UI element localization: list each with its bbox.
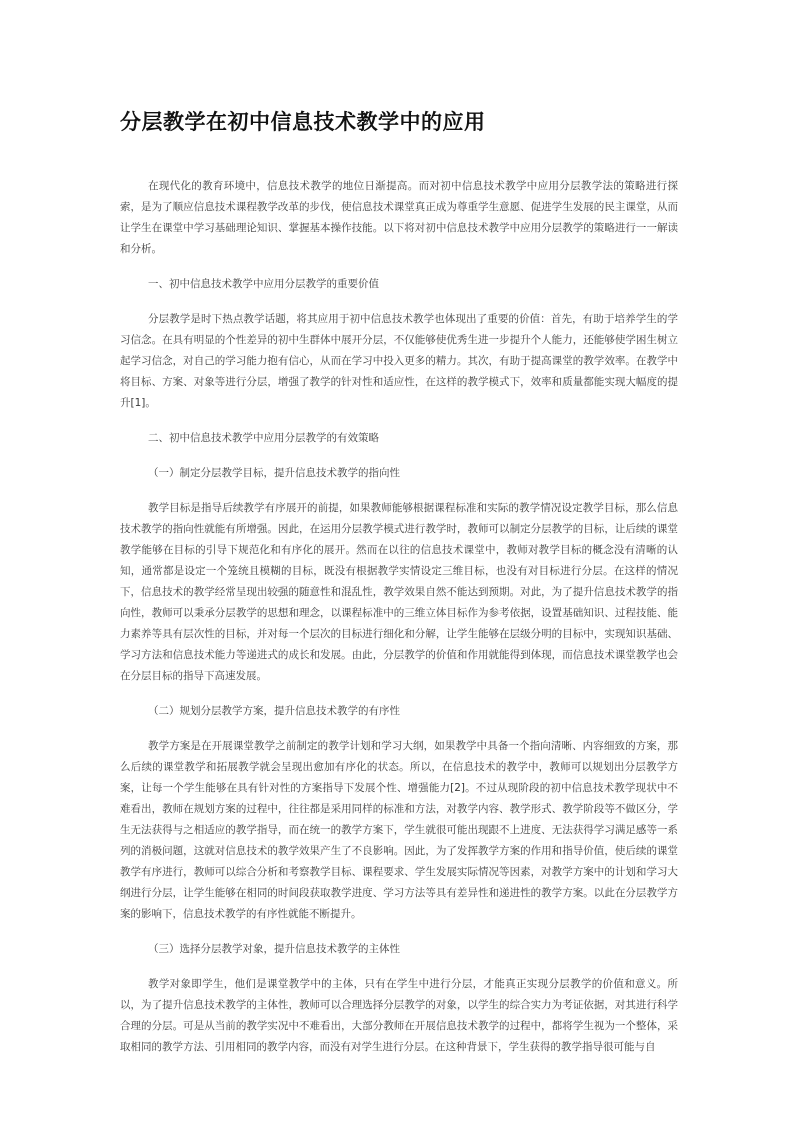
body-paragraph: 分层教学是时下热点教学话题，将其应用于初中信息技术教学也体现出了重要的价值：首先，有助于培养学生的学习信念。在具有明显的个性差异的初中生群体中展开分层，不仅能够使优秀生进一步提升个人能力，还能够使学困生树立起学习信念，对自己的学习能力抱有信心，从而在学习中投入更多的精力。其次，有助于提高课堂的教学效率。在教学中将目标、方案、对象等进行分层，增强了教学的针对性和适应性，在这样的教学模式下，效率和质量都能实现大幅度的提升[1]。 — [120, 313, 678, 409]
body-paragraph: 教学目标是指导后续教学有序展开的前提，如果教师能够根据课程标准和实际的教学情况设定教学目标，那么信息技术教学的指向性就能有所增强。因此，在运用分层教学模式进行教学时，教师可以制定分层教学的目标，让后续的课堂教学能够在目标的引导下规范化和有序化的展开。然而在以往的信息技术课堂中，教师对教学目标的概念没有清晰的认知，通常都是设定一个笼统且模糊的目标，既没有根据教学实情设定三维目标，也没有对目标进行分层。在这样的情况下，信息技术的教学经常呈现出较强的随意性和混乱性，教学效果自然不能达到预期。对此，为了提升信息技术教学的指向性，教师可以秉承分层教学的思想和理念，以课程标准中的三维立体目标作为参考依据，设置基础知识、过程技能、能力素养等具有层次性的目标，并对每一个层次的目标进行细化和分解，让学生能够在层级分明的目标中，实现知识基础、学习方法和信息技术能力等递进式的成长和发展。由此，分层教学的价值和作用就能得到体现，而信息技术课堂教学也会在分层目标的指导下高速发展。 — [120, 502, 678, 682]
section-heading-1: 一、初中信息技术教学中应用分层教学的重要价值 — [148, 278, 379, 290]
subsection-heading-1: （一）制定分层教学目标，提升信息技术教学的指向性 — [148, 467, 400, 479]
body-paragraph: 教学方案是在开展课堂教学之前制定的教学计划和学习大纲，如果教学中具备一个指向清晰、内容细致的方案，那么后续的课堂教学和拓展教学就会呈现出愈加有序化的状态。所以，在信息技术的教学中，教师可以规划出分层教学方案，让每一个学生能够在具有针对性的方案指导下发展个性、增强能力[2]。不过从现阶段的初中信息技术教学现状中不难看出，教师在规划方案的过程中，往往都是采用同样的标准和方法，对教学内容、教学形式、教学阶段等不做区分，学生无法获得与之相适应的教学指导，而在统一的教学方案下，学生就很可能出现跟不上进度、无法获得学习满足感等一系列的消极问题，这就对信息技术的教学效果产生了不良影响。因此，为了发挥教学方案的作用和指导价值，使后续的课堂教学有序进行，教师可以综合分析和考察教学目标、课程要求、学生发展实际情况等因素，对教学方案中的计划和学习大纲进行分层，让学生能够在相同的时间段获取教学进度、学习方法等具有差异性和递进性的教学方案。以此在分层教学方案的影响下，信息技术教学的有序性就能不断提升。 — [120, 740, 678, 920]
subsection-heading-3: （三）选择分层教学对象，提升信息技术教学的主体性 — [148, 943, 400, 955]
document-body — [120, 176, 678, 1072]
section-heading-2: 二、初中信息技术教学中应用分层教学的有效策略 — [148, 432, 379, 444]
intro-paragraph: 在现代化的教育环境中，信息技术教学的地位日渐提高。而对初中信息技术教学中应用分层教学法的策略进行探索，是为了顺应信息技术课程教学改革的步伐，使信息技术课堂真正成为尊重学生意愿、促进学生发展的民主课堂，从而让学生在课堂中学习基础理论知识、掌握基本操作技能。以下将对初中信息技术教学中应用分层教学的策略进行一一解读和分析。 — [120, 180, 678, 255]
document-title: 分层教学在初中信息技术教学中的应用 — [120, 110, 486, 134]
subsection-heading-2: （二）规划分层教学方案，提升信息技术教学的有序性 — [148, 705, 400, 717]
body-paragraph: 教学对象即学生，他们是课堂教学中的主体，只有在学生中进行分层，才能真正实现分层教学的价值和意义。所以，为了提升信息技术教学的主体性，教师可以合理选择分层教学的对象，以学生的综合实力为考证依据，对其进行科学合理的分层。可是从当前的教学实况中不难看出，大部分教师在开展信息技术教学的过程中，都将学生视为一个整体，采取相同的教学方法、引用相同的教学内容，而没有对学生进行分层。在这种背景下，学生获得的教学指导很可能与自 — [120, 978, 678, 1053]
